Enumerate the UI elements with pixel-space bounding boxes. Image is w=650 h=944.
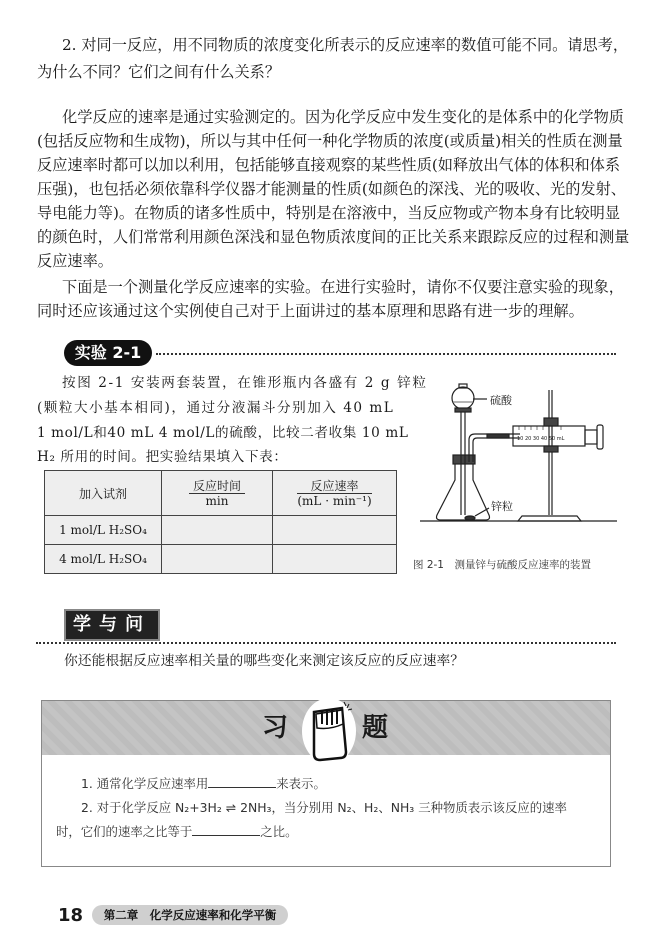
paragraph-line: 反应速率。 xyxy=(37,252,113,270)
figure-caption: 图 2-1 测量锌与硫酸反应速率的装置 xyxy=(413,559,591,571)
notebook-badge xyxy=(302,698,356,764)
paragraph-line: 的颜色时，人们常常利用颜色深浅和显色物质浓度间的正比关系来跟踪反应的过程和测量 xyxy=(37,228,630,246)
paragraph-line: (包括反应物和生成物)，所以与其中任何一种化学物质的浓度(或质量)相关的性质在测量 xyxy=(37,132,623,150)
answer-blank[interactable] xyxy=(192,823,260,836)
exercise-2-text: 时，它们的速率之比等于 xyxy=(56,824,193,839)
cell-reagent: 4 mol/L H₂SO₄ xyxy=(45,545,162,574)
exercise-1 xyxy=(81,774,326,794)
paragraph-line: 化学反应的速率是通过实验测定的。因为化学反应中发生变化的是体系中的化学物质 xyxy=(62,108,624,126)
label-zinc-granules: 锌粒 xyxy=(491,500,513,513)
exercise-2-text-end: 之比。 xyxy=(260,824,298,839)
pencil-case-icon xyxy=(302,698,356,764)
table-row xyxy=(45,545,397,574)
table-row xyxy=(45,516,397,545)
header-rate-unit: (mL · min⁻¹) xyxy=(297,493,372,508)
label-sulfuric-acid: 硫酸 xyxy=(490,394,512,407)
experiment-line: 1 mol/L和40 mL 4 mol/L的硫酸，比较二者收集 10 mL xyxy=(37,425,409,441)
answer-blank[interactable] xyxy=(208,775,276,788)
exercise-2-line-2 xyxy=(56,822,297,842)
syringe-scale: 10 20 30 40 50 mL xyxy=(517,436,565,442)
page-number: 18 xyxy=(58,905,84,926)
experiment-line: 按图 2-1 安装两套装置，在锥形瓶内各盛有 2 g 锌粒 xyxy=(62,375,428,391)
exercises-title-left: 习 xyxy=(262,713,289,743)
apparatus-diagram-icon xyxy=(405,370,625,545)
exercise-2-line-1: 2. 对于化学反应 N₂+3H₂ ⇌ 2NH₃，当分别用 N₂、H₂、NH₃ 三种物质表示该反应的速率 xyxy=(81,800,567,815)
paragraph-line: 下面是一个测量化学反应速率的实验。在进行实验时，请你不仅要注意实验的现象， xyxy=(62,278,624,296)
table-header-row xyxy=(45,471,397,516)
paragraph-line: 反应速率时都可以加以利用，包括能够直接观察的某些性质(如释放出气体的体积和体系 xyxy=(37,156,621,174)
question-2-line-2: 为什么不同？它们之间有什么关系？ xyxy=(37,63,280,81)
results-table xyxy=(44,470,397,574)
think-and-ask-question: 你还能根据反应速率相关量的哪些变化来测定该反应的反应速率？ xyxy=(64,653,465,669)
cell-time[interactable] xyxy=(162,545,273,574)
dotted-divider xyxy=(156,353,616,355)
apparatus-figure xyxy=(405,370,625,545)
exercise-1-text-end: 来表示。 xyxy=(276,776,326,791)
cell-time[interactable] xyxy=(162,516,273,545)
experiment-line: H₂ 所用的时间。把实验结果填入下表： xyxy=(37,449,288,465)
header-reaction-rate xyxy=(273,471,397,516)
paragraph-line: 导电能力等)。在物质的诸多性质中，特别是在溶液中，当反应物或产物本身有比较明显 xyxy=(37,204,621,222)
header-time-unit: min xyxy=(205,493,229,508)
header-rate-numerator: 反应速率 xyxy=(297,479,371,494)
exercises-title-right: 题 xyxy=(362,713,389,743)
experiment-badge: 实验 2-1 xyxy=(64,340,152,366)
header-reagent: 加入试剂 xyxy=(45,471,162,516)
question-2-line-1: 2. 对同一反应，用不同物质的浓度变化所表示的反应速率的数值可能不同。请思考， xyxy=(62,36,629,54)
dotted-divider xyxy=(36,642,616,644)
experiment-line: (颗粒大小基本相同)，通过分液漏斗分别加入 40 mL xyxy=(37,400,395,416)
cell-rate[interactable] xyxy=(273,545,397,574)
chapter-title: 第二章 化学反应速率和化学平衡 xyxy=(92,905,288,925)
paragraph-line: 同时还应该通过这个实例使自己对于上面讲过的基本原理和思路有进一步的理解。 xyxy=(37,302,584,320)
header-time-numerator: 反应时间 xyxy=(189,479,245,494)
think-and-ask-badge: 学与问 xyxy=(64,609,160,641)
paragraph-line: 压强)，也包括必须依靠科学仪器才能测量的性质(如颜色的深浅、光的吸收、光的发射、 xyxy=(37,180,626,198)
header-reaction-time xyxy=(162,471,273,516)
cell-reagent: 1 mol/L H₂SO₄ xyxy=(45,516,162,545)
exercise-1-text: 1. 通常化学反应速率用 xyxy=(81,776,209,791)
cell-rate[interactable] xyxy=(273,516,397,545)
